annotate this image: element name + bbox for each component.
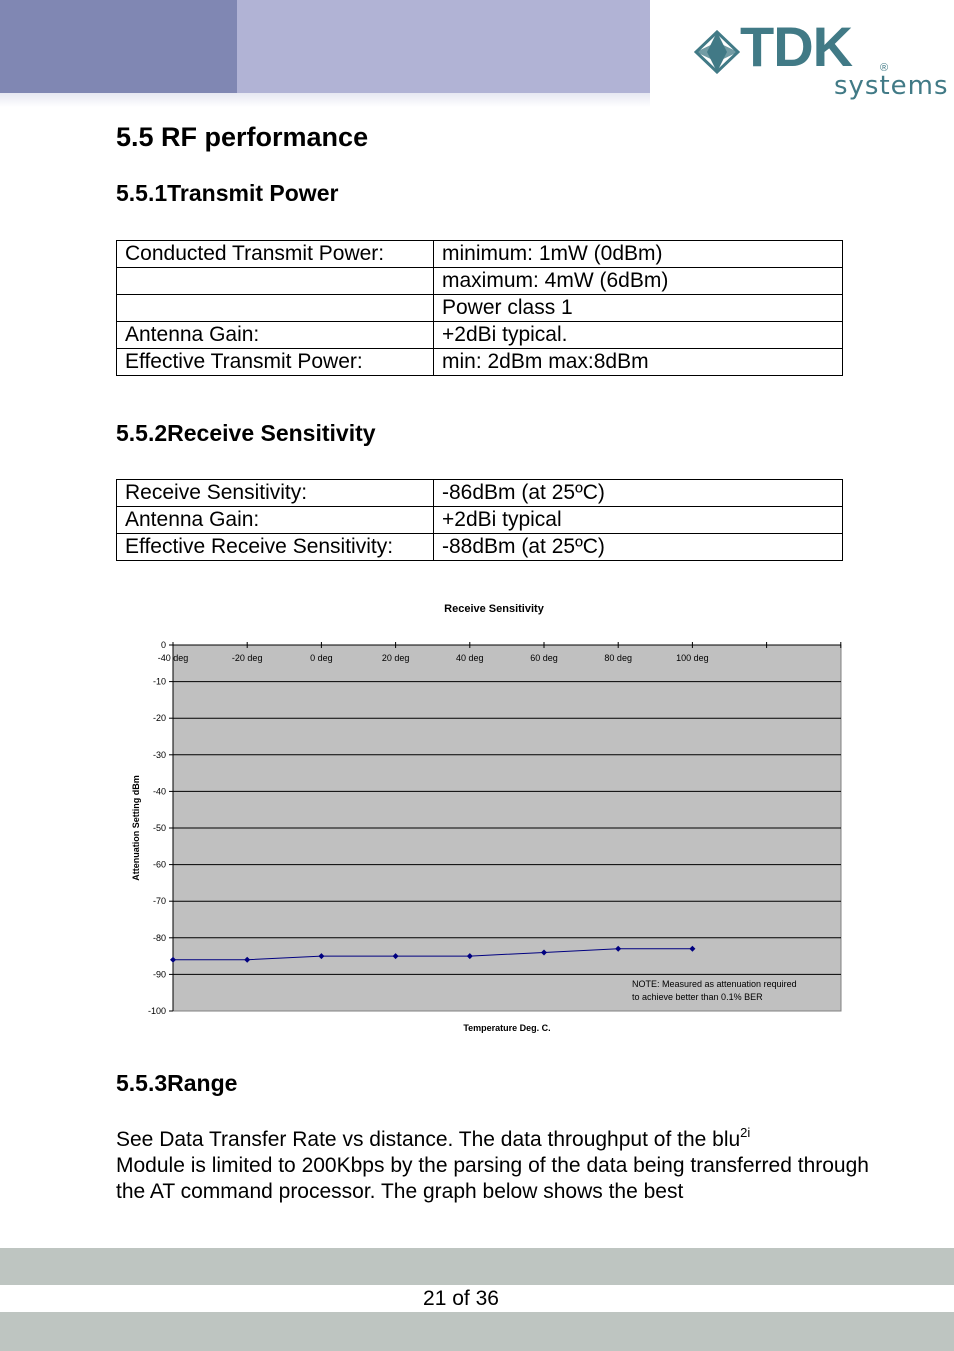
spec-label: Effective Transmit Power: xyxy=(117,349,434,376)
x-tick-label: 60 deg xyxy=(530,653,558,663)
page-number: 21 of 36 xyxy=(423,1287,499,1310)
receive-heading: 5.5.2Receive Sensitivity xyxy=(116,420,376,446)
spec-value: +2dBi typical. xyxy=(434,322,843,349)
logo-subtitle: systems xyxy=(834,71,949,101)
footer-band-bottom xyxy=(0,1312,954,1351)
footer-band-top xyxy=(0,1248,954,1285)
transmit-row xyxy=(117,322,843,349)
spec-value: minimum: 1mW (0dBm) xyxy=(434,241,843,268)
x-tick-label: 100 deg xyxy=(676,653,709,663)
tdk-logo-mark-icon xyxy=(694,30,740,74)
range-paragraph xyxy=(116,1127,876,1205)
range-heading: 5.5.3Range xyxy=(116,1070,238,1096)
chart-note: NOTE: Measured as attenuation required xyxy=(632,979,797,989)
header-band-dark xyxy=(0,0,237,93)
x-tick-label: -40 deg xyxy=(157,653,189,663)
receive-sensitivity-chart xyxy=(116,596,854,1046)
header-band-light xyxy=(237,0,650,93)
spec-label: Antenna Gain: xyxy=(117,322,434,349)
spec-value: min: 2dBm max:8dBm xyxy=(434,349,843,376)
spec-label xyxy=(117,268,434,295)
spec-label xyxy=(117,295,434,322)
transmit-row xyxy=(117,268,843,295)
y-tick-label: -70 xyxy=(152,896,166,907)
transmit-row xyxy=(117,241,843,268)
y-tick-label: 0 xyxy=(160,640,166,650)
logo-wordmark: TDK xyxy=(740,15,853,78)
spec-value: maximum: 4mW (6dBm) xyxy=(434,268,843,295)
x-axis-title: Temperature Deg. C. xyxy=(463,1023,551,1033)
x-tick-label: 40 deg xyxy=(456,653,484,663)
logo-registered: ® xyxy=(880,62,889,74)
range-text-part2: Module is limited to 200Kbps by the parsing of the data being transferred through the AT command processor. The graph below shows the best xyxy=(116,1154,869,1203)
transmit-row xyxy=(117,349,843,376)
y-tick-label: -20 xyxy=(152,713,166,724)
x-tick-label: 20 deg xyxy=(381,653,410,663)
spec-label: Antenna Gain: xyxy=(117,507,434,534)
spec-value: Power class 1 xyxy=(434,295,843,322)
y-tick-label: -50 xyxy=(152,823,166,833)
range-superscript: 2i xyxy=(740,1125,751,1140)
y-tick-label: -90 xyxy=(152,969,166,980)
transmit-heading: 5.5.1Transmit Power xyxy=(116,180,339,206)
tdk-logo xyxy=(694,15,949,102)
transmit-row xyxy=(117,295,843,322)
spec-value: -88dBm (at 25ºC) xyxy=(434,534,843,561)
transmit-table xyxy=(116,240,843,376)
receive-row xyxy=(117,507,843,534)
x-tick-label: 80 deg xyxy=(604,653,632,663)
section-title: 5.5 RF performance xyxy=(116,122,369,152)
spec-label: Receive Sensitivity: xyxy=(117,480,434,507)
receive-row xyxy=(117,534,843,561)
y-tick-label: -100 xyxy=(147,1006,166,1016)
receive-table xyxy=(116,479,843,561)
x-tick-label: -20 deg xyxy=(231,653,263,663)
y-tick-label: -10 xyxy=(152,676,166,687)
y-tick-label: -30 xyxy=(152,749,166,760)
spec-label: Conducted Transmit Power: xyxy=(117,241,434,268)
chart-note: to achieve better than 0.1% BER xyxy=(632,992,763,1002)
spec-label: Effective Receive Sensitivity: xyxy=(117,534,434,561)
range-text-part1: See Data Transfer Rate vs distance. The data throughput of the blu xyxy=(116,1128,741,1151)
x-tick-label: 0 deg xyxy=(310,653,333,663)
y-axis-title: Attenuation Setting dBm xyxy=(131,775,141,881)
spec-value: -86dBm (at 25ºC) xyxy=(434,480,843,507)
header-fade xyxy=(0,93,650,107)
receive-row xyxy=(117,480,843,507)
y-tick-label: -40 xyxy=(152,786,166,797)
spec-value: +2dBi typical xyxy=(434,507,843,534)
chart-title: Receive Sensitivity xyxy=(444,603,544,615)
y-tick-label: -80 xyxy=(152,932,166,943)
y-tick-label: -60 xyxy=(152,859,166,870)
